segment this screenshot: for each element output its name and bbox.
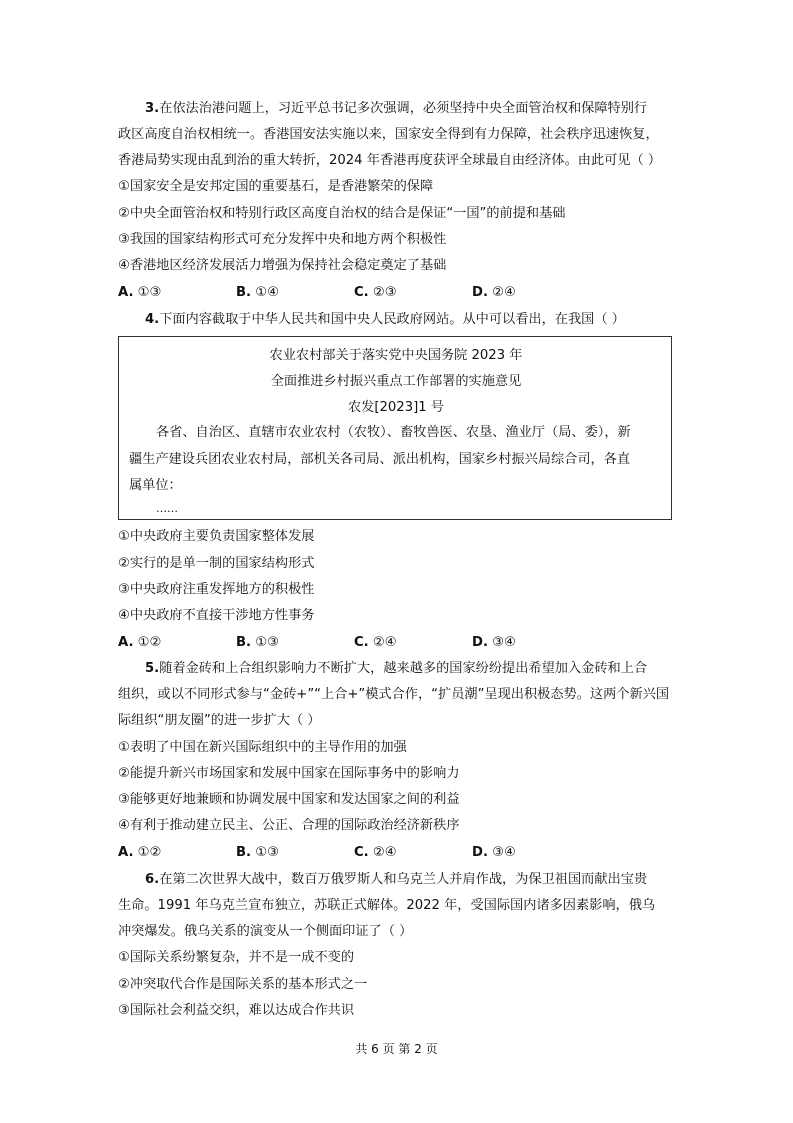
q4-choice-b: B. ①③ xyxy=(236,635,279,650)
q5-stem-line-3: 际组织“朋友圈”的进一步扩大（ ） xyxy=(118,713,321,728)
q5-choice-b: B. ①③ xyxy=(236,845,279,860)
q5-option-3: ③能够更好地兼顾和协调发展中国家和发达国家之间的利益 xyxy=(118,792,460,807)
q3-choice-c: C. ②③ xyxy=(354,285,397,300)
q3-stem-line-2: 政区高度自治权相统一。香港国安法实施以来，国家安全得到有力保障，社会秩序迅速恢复， xyxy=(118,127,659,142)
q3-option-1: ①国家安全是安邦定国的重要基石，是香港繁荣的保障 xyxy=(118,179,434,194)
q4-option-1: ①中央政府主要负责国家整体发展 xyxy=(118,529,315,544)
q4-option-4: ④中央政府不直接干涉地方性事务 xyxy=(118,608,315,623)
q3-choice-a: A. ①③ xyxy=(118,285,162,300)
q5-option-1: ①表明了中国在新兴国际组织中的主导作用的加强 xyxy=(118,740,407,755)
q5-choice-c: C. ②④ xyxy=(354,845,397,860)
q5-option-4: ④有利于推动建立民主、公正、合理的国际政治经济新秩序 xyxy=(118,818,460,833)
q6-option-1: ①国际关系纷繁复杂，并不是一成不变的 xyxy=(118,950,355,965)
q3-option-3: ③我国的国家结构形式可充分发挥中央和地方两个积极性 xyxy=(118,232,447,247)
q4-stem: 4.下面内容截取于中华人民共和国中央人民政府网站。从中可以看出，在我国（ ） xyxy=(145,312,625,327)
q4-option-2: ②实行的是单一制的国家结构形式 xyxy=(118,556,315,571)
q6-stem-line-1: 6.在第二次世界大战中，数百万俄罗斯人和乌克兰人并肩作战，为保卫祖国而献出宝贵 xyxy=(145,872,648,887)
q5-number: 5. xyxy=(145,661,160,676)
q4-option-3: ③中央政府注重发挥地方的积极性 xyxy=(118,582,315,597)
q3-choice-d: D. ②④ xyxy=(472,285,516,300)
q3-stem-line-3: 香港局势实现由乱到治的重大转折，2024 年香港再度获评全球最自由经济体。由此可见（ ） xyxy=(118,153,662,168)
q6-option-2: ②冲突取代合作是国际关系的基本形式之一 xyxy=(118,977,368,992)
doc-number: 农发[2023]1 号 xyxy=(348,400,444,415)
q5-option-2: ②能提升新兴市场国家和发展中国家在国际事务中的影响力 xyxy=(118,766,460,781)
q6-stem-line-3: 冲突爆发。俄乌关系的演变从一个侧面印证了（ ） xyxy=(118,924,413,939)
q4-choice-a: A. ①② xyxy=(118,635,162,650)
q6-stem-line-2: 生命。1991 年乌克兰宣布独立，苏联正式解体。2022 年，受国际国内诸多因素影响，俄乌 xyxy=(118,898,656,913)
doc-body-line-1: 各省、自治区、直辖市农业农村（农牧）、畜牧兽医、农垦、渔业厅（局、委），新 xyxy=(156,425,631,440)
q4-choice-c: C. ②④ xyxy=(354,635,397,650)
q4-document-box xyxy=(118,336,672,520)
q5-stem-line-1: 5.随着金砖和上合组织影响力不断扩大，越来越多的国家纷纷提出希望加入金砖和上合 xyxy=(145,661,648,676)
q6-option-3: ③国际社会利益交织，难以达成合作共识 xyxy=(118,1003,355,1018)
q4-number: 4. xyxy=(145,312,160,327)
q4-choice-d: D. ③④ xyxy=(472,635,516,650)
doc-title-line-1: 农业农村部关于落实党中央国务院 2023 年 xyxy=(269,348,523,363)
doc-title-line-2: 全面推进乡村振兴重点工作部署的实施意见 xyxy=(270,374,522,389)
q3-choice-b: B. ①④ xyxy=(236,285,279,300)
q6-number: 6. xyxy=(145,872,160,887)
doc-ellipsis: …… xyxy=(156,502,178,515)
q5-choice-a: A. ①② xyxy=(118,845,162,860)
q5-stem-line-2: 组织，或以不同形式参与“金砖+”“上合+”模式合作，“扩员潮”呈现出积极态势。这两个新兴国 xyxy=(118,687,670,702)
q3-stem-line-1: 3.在依法治港问题上，习近平总书记多次强调，必须坚持中央全面管治权和保障特别行 xyxy=(145,101,648,116)
q3-option-2: ②中央全面管治权和特别行政区高度自治权的结合是保证“一国”的前提和基础 xyxy=(118,206,566,221)
q5-choice-d: D. ③④ xyxy=(472,845,516,860)
doc-body-line-2: 疆生产建设兵团农业农村局，部机关各司局、派出机构，国家乡村振兴局综合司，各直 xyxy=(129,452,631,467)
doc-body-line-3: 属单位： xyxy=(129,478,182,493)
q3-option-4: ④香港地区经济发展活力增强为保持社会稳定奠定了基础 xyxy=(118,258,447,273)
q3-number: 3. xyxy=(145,101,160,116)
page-footer: 共 6 页 第 2 页 xyxy=(355,1042,438,1056)
